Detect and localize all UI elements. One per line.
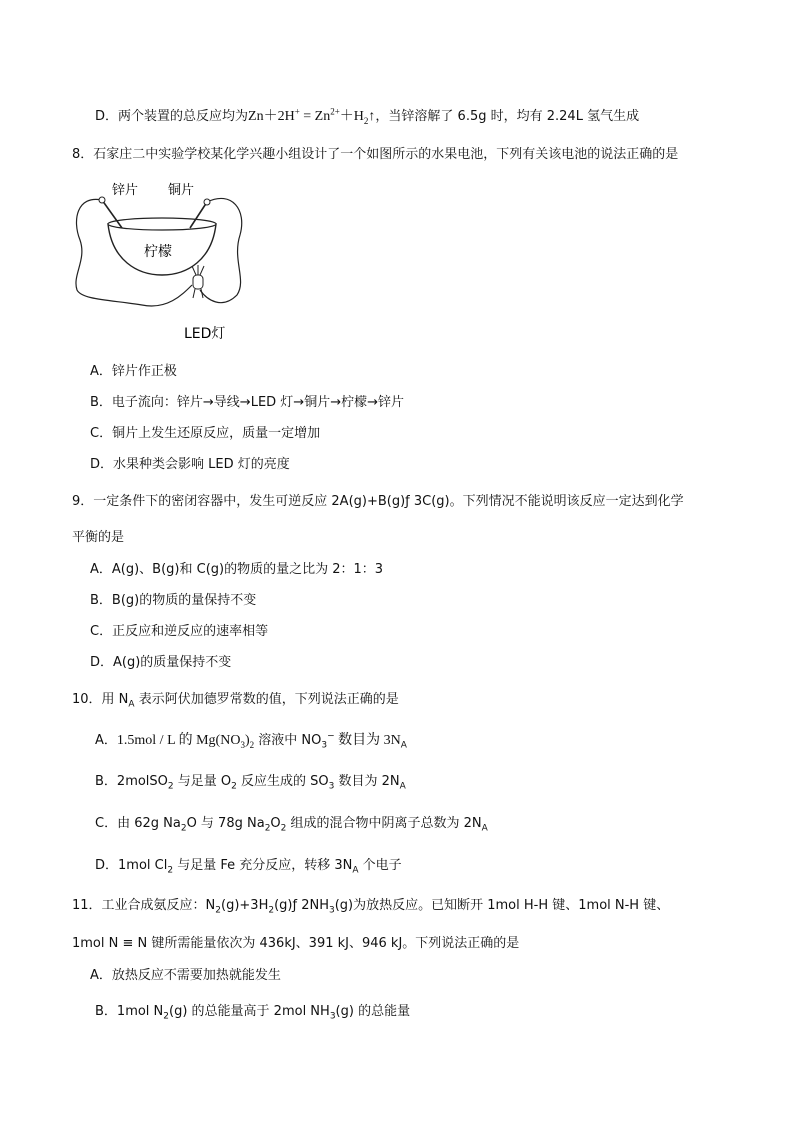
q10-stem: 10．用 $N_A$ 表示阿伏加德罗常数的值，下列说法正确的是 xyxy=(72,692,399,710)
copper-label: 铜片 xyxy=(168,183,195,198)
q10-option-b: B．2molSO$_2$ 与足量 $O_2$ 反应生成的 $SO_3$ 数目为 $2N_A$ xyxy=(95,774,406,792)
q9-option-a: A．A(g)、B(g)和 C(g)的物质的量之比为 2：1：3 xyxy=(90,562,384,577)
fruit-battery-figure xyxy=(72,180,272,350)
q9-stem-line1: 9．一定条件下的密闭容器中，发生可逆反应 2A(g)+B(g)ƒ 3C(g)。下列情况不能说明该反应一定达到化学 xyxy=(72,494,684,509)
q11-option-b: B．1mol $N_2(g)$ 的总能量高于 2mol $NH_3(g)$ 的总能量 xyxy=(95,1004,411,1022)
q9-option-c: C．正反应和逆反应的速率相等 xyxy=(90,624,269,639)
q8-option-b: B．电子流向：锌片→导线→LED 灯→铜片→柠檬→锌片 xyxy=(90,395,404,410)
q8-stem: 8．石家庄二中实验学校某化学兴趣小组设计了一个如图所示的水果电池，下列有关该电池的说法正确的是 xyxy=(72,147,679,162)
led-label: LED灯 xyxy=(184,326,226,342)
q11-stem-line1: 11．工业合成氨反应：$N_2(g)+3H_2(g)ƒ$ $2NH_3(g)$为放热反应。已知断开 1mol H-H 键、1mol N-H 键、 xyxy=(72,898,670,916)
q10-option-d: D．1mol $Cl_2$ 与足量 Fe 充分反应，转移 $3N_A$ 个电子 xyxy=(95,858,402,876)
q8-option-d: D．水果种类会影响 LED 灯的亮度 xyxy=(90,457,290,472)
q9-option-d: D．A(g)的质量保持不变 xyxy=(90,655,232,670)
q8-option-a: A．锌片作正极 xyxy=(90,364,177,379)
q11-stem-line2: 1mol N ≡ N 键所需能量依次为 436kJ、391 kJ、946 kJ。下列说法正确的是 xyxy=(72,936,520,951)
q8-option-c: C．铜片上发生还原反应，质量一定增加 xyxy=(90,426,321,441)
lemon-label: 柠檬 xyxy=(144,244,172,260)
q11-option-a: A．放热反应不需要加热就能发生 xyxy=(90,968,281,983)
q10-option-a: A．1.5mol / L 的 $Mg(NO_3)_2$ 溶液中 $NO_3^-$ 数目为 $3N_A$ xyxy=(95,731,407,751)
led-icon xyxy=(192,265,204,298)
q9-option-b: B．B(g)的物质的量保持不变 xyxy=(90,593,257,608)
q10-option-c: C．由 62g $Na_2O$ 与 78g $Na_2O_2$ 组成的混合物中阴离子总数为 $2N_A$ xyxy=(95,816,488,834)
zinc-label: 锌片 xyxy=(112,183,139,198)
q9-stem-line2: 平衡的是 xyxy=(72,530,125,545)
prev-option-d: D．两个装置的总反应均为$Zn+2H^+ = Zn^{2+}+H_2↑$，当锌溶解了 6.5g 时，均有 2.24L 氢气生成 xyxy=(95,106,640,126)
